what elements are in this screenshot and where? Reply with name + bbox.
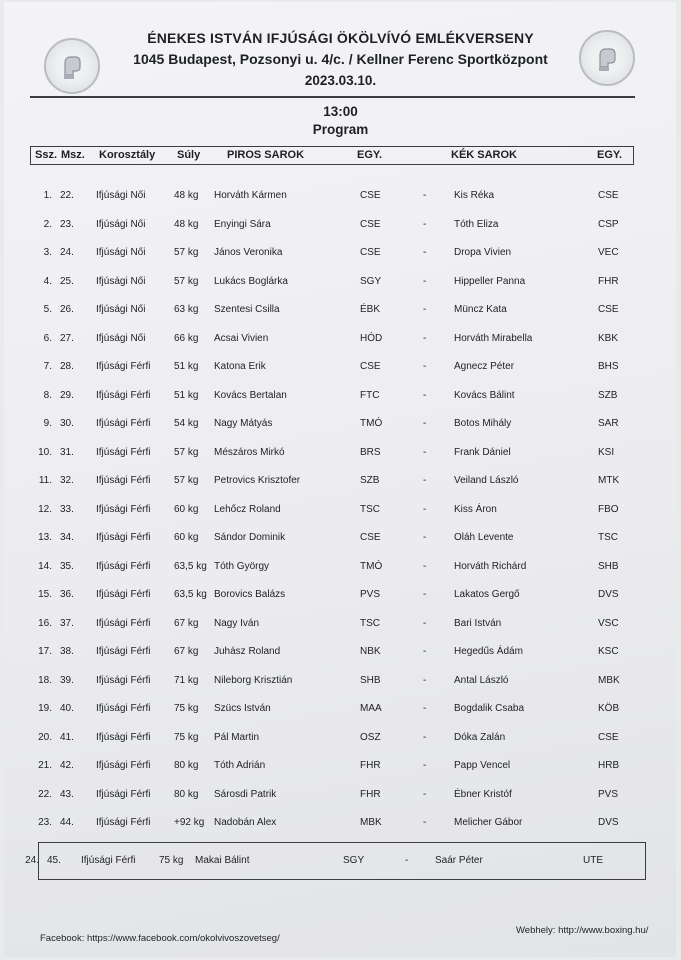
table-row [30,190,670,204]
versus-dash: - [423,503,427,515]
red-corner-boxer: Enyingi Sára [214,218,271,230]
blue-corner-boxer: Kiss Áron [454,503,497,515]
blue-corner-boxer: Müncz Kata [454,304,507,315]
weight-class: +92 kg [174,817,205,828]
table-row [30,760,670,774]
bout-number: 15. [38,589,52,600]
red-corner-boxer: Nagy Iván [214,617,260,629]
versus-dash: - [423,475,427,486]
blue-corner-club: FHR [598,275,619,287]
bout-number: 6. [43,332,52,344]
weight-class: 63,5 kg [174,560,207,572]
bout-number: 4. [43,275,52,287]
match-number: 37. [60,617,74,629]
age-group: Ifjúsági Férfi [96,703,151,714]
age-group: Ifjúsági Férfi [96,617,151,629]
blue-corner-club: SZB [598,389,618,401]
age-group: Ifjúsági Férfi [96,361,151,372]
bout-number: 19. [38,703,52,714]
red-corner-club: CSE [360,361,381,372]
blue-corner-club: MBK [598,674,620,686]
match-number: 38. [60,646,74,657]
weight-class: 71 kg [174,674,199,686]
versus-dash: - [423,275,427,287]
col-piros-sarok: PIROS SAROK [227,149,305,161]
match-number: 23. [60,218,74,230]
header-divider [30,96,635,98]
bout-number: 18. [38,674,52,686]
bout-number: 17. [38,646,52,657]
match-number: 41. [60,731,74,743]
red-corner-club: SGY [360,275,382,287]
match-number: 24. [60,247,74,258]
match-number: 39. [60,674,74,686]
age-group: Ifjúsági Férfi [96,589,151,600]
age-group: Ifjúsági Férfi [96,731,151,743]
bout-number: 1. [43,190,52,201]
red-corner-club: CSE [360,190,381,201]
age-group: Ifjúsági Férfi [96,674,151,686]
bout-number: 2. [43,218,52,230]
versus-dash: - [423,304,427,315]
red-corner-club: TMÓ [360,560,383,572]
age-group: Ifjúsági Női [96,332,146,344]
match-number: 44. [60,817,74,828]
age-group: Ifjúsági Férfi [96,532,151,543]
table-row [30,732,670,746]
col-egy-red: EGY. [357,149,383,161]
versus-dash: - [423,332,427,344]
blue-corner-club: KÖB [598,703,620,714]
versus-dash: - [423,646,427,657]
blue-corner-boxer: Veiland László [454,475,519,486]
program-heading: Program [312,122,369,137]
red-corner-club: FHR [360,788,381,800]
blue-corner-boxer: Botos Mihály [454,418,512,429]
red-corner-boxer: Tóth Adrián [214,760,266,771]
blue-corner-boxer: Kovács Bálint [454,389,515,401]
blue-corner-club: CSE [598,304,619,315]
weight-class: 54 kg [174,418,199,429]
blue-corner-club: KSC [598,646,619,657]
red-corner-club: TSC [360,503,380,515]
weight-class: 48 kg [174,218,199,230]
match-number: 42. [60,760,74,771]
weight-class: 67 kg [174,646,199,657]
blue-corner-club: MTK [598,475,620,486]
blue-corner-club: KSI [598,446,615,458]
match-number: 28. [60,361,74,372]
weight-class: 51 kg [174,389,199,401]
red-corner-boxer: Lukács Boglárka [214,275,288,287]
red-corner-club: SHB [360,674,381,686]
col-egy-blue: EGY. [597,149,623,161]
age-group: Ifjúsági Női [96,190,146,201]
blue-corner-club: DVS [598,589,619,600]
weight-class: 75 kg [159,855,184,866]
blue-corner-boxer: Horváth Richárd [454,560,527,572]
facebook-link[interactable]: Facebook: https://www.facebook.com/okolvivoszovetseg/ [40,933,280,944]
blue-corner-boxer: Dropa Vivien [454,247,512,258]
blue-corner-boxer: Horváth Mirabella [454,332,533,344]
blue-corner-boxer: Bari István [454,617,502,629]
versus-dash: - [423,532,427,543]
age-group: Ifjúsági Női [96,218,146,230]
age-group: Ifjúsági Férfi [96,817,151,828]
versus-dash: - [423,446,427,458]
blue-corner-boxer: Kis Réka [454,190,495,201]
table-row [30,219,670,233]
bout-number: 16. [38,617,52,629]
age-group: Ifjúsági Férfi [96,389,151,401]
versus-dash: - [423,218,427,230]
event-date: 2023.03.10. [304,73,377,88]
versus-dash: - [423,817,427,828]
red-corner-boxer: Nagy Mátyás [214,418,273,429]
red-corner-boxer: Mészáros Mirkó [214,446,285,458]
bout-number: 7. [43,361,52,372]
weight-class: 66 kg [174,332,199,344]
blue-corner-club: BHS [598,361,619,372]
blue-corner-club: PVS [598,788,619,800]
match-number: 25. [60,275,74,287]
match-number: 30. [60,418,74,429]
match-number: 45. [47,855,61,866]
red-corner-club: SGY [343,855,365,866]
match-number: 34. [60,532,74,543]
weight-class: 75 kg [174,703,199,714]
table-row [30,817,670,831]
table-row [30,361,670,375]
bout-table [30,146,634,828]
versus-dash: - [423,589,427,600]
col-korosztaly: Korosztály [99,149,156,161]
red-corner-boxer: Nileborg Krisztián [214,674,293,686]
weight-class: 57 kg [174,247,199,258]
blue-corner-club: UTE [583,855,603,866]
blue-corner-boxer: Hegedűs Ádám [454,646,523,657]
red-corner-club: PVS [360,589,381,600]
table-row [30,475,670,489]
weight-class: 60 kg [174,532,199,543]
match-number: 40. [60,703,74,714]
col-msz: Msz. [61,149,85,161]
col-suly: Súly [177,149,201,161]
age-group: Ifjúsági Férfi [96,788,151,800]
age-group: Ifjúsági Férfi [96,560,151,572]
weight-class: 80 kg [174,760,199,771]
blue-corner-boxer: Saár Péter [435,855,483,866]
versus-dash: - [423,190,427,201]
red-corner-club: CSE [360,218,381,230]
table-row [30,447,670,461]
red-corner-boxer: Kovács Bertalan [214,389,287,401]
age-group: Ifjúsági Férfi [81,855,136,866]
red-corner-boxer: Lehőcz Roland [214,503,281,515]
blue-corner-club: CSE [598,731,619,743]
red-corner-club: FHR [360,760,381,771]
col-kek-sarok: KÉK SAROK [451,149,518,161]
age-group: Ifjúsági Férfi [96,418,151,429]
red-corner-club: OSZ [360,731,381,743]
blue-corner-club: SHB [598,560,619,572]
blue-corner-boxer: Oláh Levente [454,532,514,543]
table-row [30,561,670,575]
table-row [30,703,670,717]
blue-corner-boxer: Tóth Eliza [454,218,499,230]
bout-number: 23. [38,817,52,828]
red-corner-boxer: Borovics Balázs [214,589,286,600]
red-corner-club: NBK [360,646,381,657]
table-row [30,418,670,432]
website-link[interactable]: Webhely: http://www.boxing.hu/ [516,925,649,936]
bout-number: 12. [38,503,52,515]
match-number: 26. [60,304,74,315]
red-corner-boxer: Szentesi Csilla [214,304,280,315]
blue-corner-club: SAR [598,418,619,429]
blue-corner-club: HRB [598,760,620,771]
red-corner-club: SZB [360,475,380,486]
event-venue: 1045 Budapest, Pozsonyi u. 4/c. / Kellner Ferenc Sportközpont [133,51,548,67]
red-corner-boxer: János Veronika [214,247,283,258]
table-row [30,618,670,632]
table-header [30,146,634,165]
blue-corner-boxer: Bogdalik Csaba [454,703,525,714]
red-corner-boxer: Szücs István [214,703,271,714]
blue-corner-club: CSP [598,218,619,230]
red-corner-boxer: Juhász Roland [214,646,281,657]
table-row [30,675,670,689]
blue-corner-club: FBO [598,503,619,515]
versus-dash: - [423,617,427,629]
weight-class: 63,5 kg [174,589,207,600]
blue-corner-club: TSC [598,532,618,543]
red-corner-boxer: Nadobán Alex [214,817,277,828]
versus-dash: - [423,389,427,401]
versus-dash: - [423,418,427,429]
match-number: 22. [60,190,74,201]
versus-dash: - [405,855,409,866]
bout-number: 13. [38,532,52,543]
bout-number: 8. [43,389,52,401]
match-number: 31. [60,446,74,458]
red-corner-boxer: Horváth Kármen [214,190,287,201]
weight-class: 51 kg [174,361,199,372]
blue-corner-boxer: Dóka Zalán [454,731,506,743]
age-group: Ifjúsági Férfi [96,503,151,515]
boxed-bout [25,842,646,880]
versus-dash: - [423,560,427,572]
bout-number: 11. [38,475,52,486]
red-corner-boxer: Katona Erik [214,361,266,372]
age-group: Ifjúsági Női [96,247,146,258]
match-number: 29. [60,389,74,401]
bout-number: 9. [43,418,52,429]
table-row [30,333,670,347]
blue-corner-boxer: Antal László [454,674,509,686]
bout-number: 14. [38,560,52,572]
versus-dash: - [423,247,427,258]
weight-class: 57 kg [174,446,199,458]
table-row [30,276,670,290]
start-time: 13:00 [323,104,358,119]
red-corner-boxer: Tóth György [214,560,270,572]
versus-dash: - [423,703,427,714]
versus-dash: - [423,731,427,743]
red-corner-boxer: Acsai Vivien [214,332,269,344]
red-corner-club: CSE [360,532,381,543]
blue-corner-boxer: Hippeller Panna [454,275,526,287]
age-group: Ifjúsági Női [96,275,146,287]
match-number: 36. [60,589,74,600]
versus-dash: - [423,674,427,686]
age-group: Ifjúsági Női [96,304,146,315]
red-corner-club: HÓD [360,332,383,344]
bout-number: 3. [43,247,52,258]
weight-class: 57 kg [174,475,199,486]
versus-dash: - [423,788,427,800]
age-group: Ifjúsági Férfi [96,475,151,486]
weight-class: 67 kg [174,617,199,629]
red-corner-club: CSE [360,247,381,258]
red-corner-club: MAA [360,703,382,714]
red-corner-club: TMÓ [360,418,383,429]
weight-class: 63 kg [174,304,199,315]
bout-number: 22. [38,788,52,800]
event-title: ÉNEKES ISTVÁN IFJÚSÁGI ÖKÖLVÍVÓ EMLÉKVERSENY [147,30,534,46]
match-number: 35. [60,560,74,572]
match-number: 43. [60,788,74,800]
match-number: 33. [60,503,74,515]
blue-corner-club: KBK [598,332,619,344]
blue-corner-boxer: Melicher Gábor [454,817,523,828]
red-corner-boxer: Makai Bálint [195,855,250,866]
red-corner-club: MBK [360,817,382,828]
table-row [30,390,670,404]
red-corner-boxer: Petrovics Krisztofer [214,475,301,486]
table-row [9,855,649,869]
versus-dash: - [423,361,427,372]
age-group: Ifjúsági Férfi [96,760,151,771]
bout-number: 24. [25,855,39,866]
bout-number: 21. [38,760,52,771]
red-corner-boxer: Pál Martin [214,731,260,743]
weight-class: 48 kg [174,190,199,201]
table-row [30,789,670,803]
age-group: Ifjúsági Férfi [96,446,151,458]
table-row [30,504,670,518]
table-row [30,589,670,603]
blue-corner-boxer: Agnecz Péter [454,361,515,372]
table-row [30,532,670,546]
table-row [30,646,670,660]
blue-corner-club: CSE [598,190,619,201]
red-corner-club: BRS [360,446,381,458]
red-corner-club: FTC [360,389,380,401]
blue-corner-boxer: Frank Dániel [454,446,511,458]
blue-corner-boxer: Lakatos Gergő [454,589,520,600]
weight-class: 75 kg [174,731,199,743]
table-row [30,247,670,261]
match-number: 27. [60,332,74,344]
red-corner-boxer: Sándor Dominik [214,532,286,543]
versus-dash: - [423,760,427,771]
blue-corner-club: DVS [598,817,619,828]
blue-corner-boxer: Papp Vencel [454,760,511,771]
col-ssz: Ssz. [35,149,58,161]
blue-corner-boxer: Ébner Kristóf [454,788,512,800]
weight-class: 80 kg [174,788,199,800]
bout-number: 10. [38,446,52,458]
bout-number: 5. [43,304,52,315]
red-corner-club: TSC [360,617,380,629]
red-corner-club: ÉBK [360,304,381,315]
weight-class: 57 kg [174,275,199,287]
bout-number: 20. [38,731,52,743]
table-row [30,304,670,318]
weight-class: 60 kg [174,503,199,515]
blue-corner-club: VSC [598,617,619,629]
match-number: 32. [60,475,74,486]
red-corner-boxer: Sárosdi Patrik [214,788,277,800]
blue-corner-club: VEC [598,247,619,258]
age-group: Ifjúsági Férfi [96,646,151,657]
